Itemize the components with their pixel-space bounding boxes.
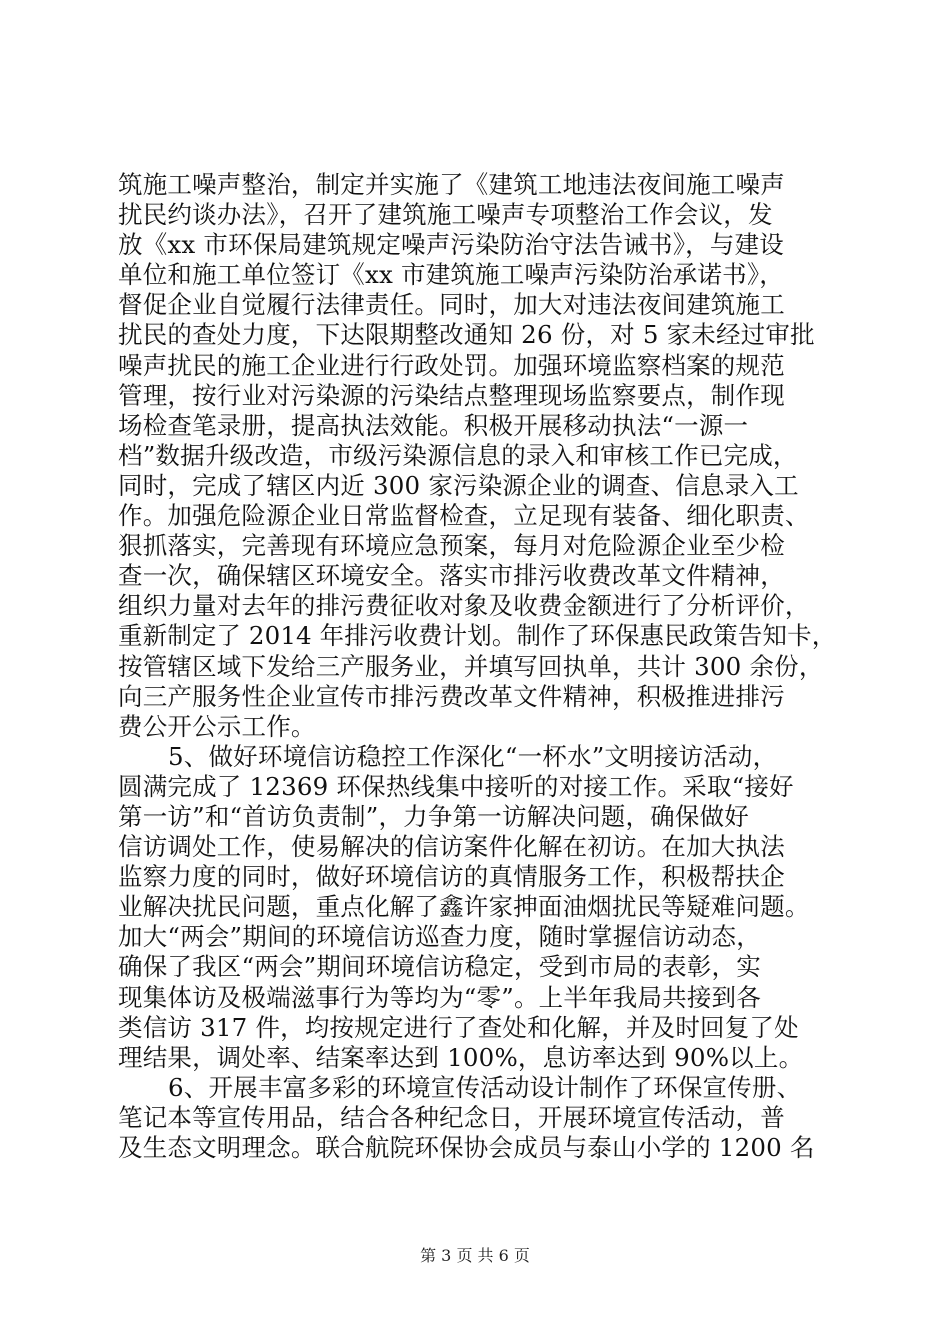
text-line: 按管辖区域下发给三产服务业，并填写回执单，共计 300 余份， [118, 651, 824, 681]
paragraph-start-line: 6、开展丰富多彩的环境宣传活动设计制作了环保宣传册、 [168, 1072, 802, 1102]
text-line: 确保了我区“两会”期间环境信访稳定，受到市局的表彰，实 [118, 952, 761, 982]
paragraph-start-line: 5、做好环境信访稳控工作深化“一杯水”文明接访活动， [168, 741, 778, 771]
text-line: 场检查笔录册，提高执法效能。积极开展移动执法“一源一 [118, 410, 749, 440]
text-line: 监察力度的同时，做好环境信访的真情服务工作，积极帮扶企 [118, 862, 785, 892]
text-line: 向三产服务性企业宣传市排污费改革文件精神，积极推进排污 [118, 681, 785, 711]
text-line: 扰民约谈办法》，召开了建筑施工噪声专项整治工作会议，发 [118, 200, 773, 230]
document-body [118, 170, 836, 1163]
text-line: 查一次，确保辖区环境安全。落实市排污收费改革文件精神， [118, 561, 785, 591]
text-line: 放《xx 市环保局建筑规定噪声污染防治守法告诫书》，与建设 [118, 230, 784, 260]
text-line: 及生态文明理念。联合航院环保协会成员与泰山小学的 1200 名 [118, 1133, 815, 1162]
text-line: 档”数据升级改造，市级污染源信息的录入和审核工作已完成， [118, 440, 798, 470]
text-line: 圆满完成了 12369 环保热线集中接听的对接工作。采取“接好 [118, 771, 794, 801]
text-line: 笔记本等宣传用品，结合各种纪念日，开展环境宣传活动，普 [118, 1102, 785, 1132]
text-line: 信访调处工作，使易解决的信访案件化解在初访。在加大执法 [118, 832, 785, 862]
text-line: 第一访”和“首访负责制”，力争第一访解决问题，确保做好 [118, 801, 749, 831]
text-line: 督促企业自觉履行法律责任。同时，加大对违法夜间建筑施工 [118, 290, 785, 320]
page-footer: 第 3 页 共 6 页 [420, 1246, 530, 1265]
text-line: 组织力量对去年的排污费征收对象及收费金额进行了分析评价， [118, 591, 810, 621]
text-line: 类信访 317 件，均按规定进行了查处和化解，并及时回复了处 [118, 1012, 799, 1042]
text-line: 现集体访及极端滋事行为等均为“零”。上半年我局共接到各 [118, 982, 761, 1012]
text-line: 同时，完成了辖区内近 300 家污染源企业的调查、信息录入工 [118, 470, 799, 500]
text-line: 理结果，调处率、结案率达到 100%，息访率达到 90%以上。 [118, 1042, 804, 1072]
text-line: 噪声扰民的施工企业进行行政处罚。加强环境监察档案的规范 [118, 350, 785, 380]
text-line: 单位和施工单位签订《xx 市建筑施工噪声污染防治承诺书》， [118, 260, 784, 290]
text-line: 作。加强危险源企业日常监督检查，立足现有装备、细化职责、 [118, 501, 810, 531]
text-line: 扰民的查处力度，下达限期整改通知 26 份，对 5 家未经过审批 [118, 320, 815, 350]
text-line: 业解决扰民问题，重点化解了鑫许家抻面油烟扰民等疑难问题。 [118, 892, 810, 922]
text-line: 管理，按行业对污染源的污染结点整理现场监察要点，制作现 [118, 380, 785, 410]
text-line: 狠抓落实，完善现有环境应急预案，每月对危险源企业至少检 [118, 531, 785, 561]
text-line: 费公开公示工作。 [118, 711, 316, 741]
text-line: 重新制定了 2014 年排污收费计划。制作了环保惠民政策告知卡， [118, 621, 837, 651]
text-line: 加大“两会”期间的环境信访巡查力度，随时掌握信访动态， [118, 922, 761, 952]
text-line: 筑施工噪声整治，制定并实施了《建筑工地违法夜间施工噪声 [118, 170, 785, 199]
